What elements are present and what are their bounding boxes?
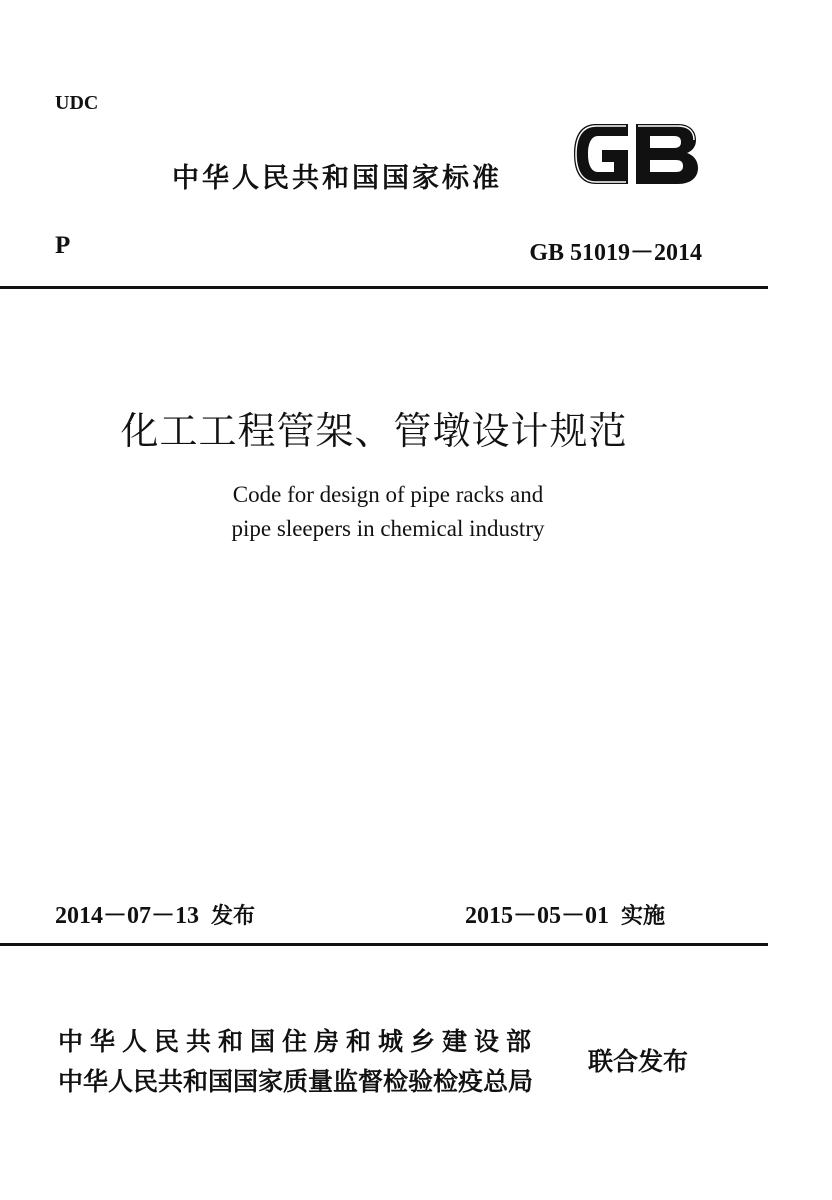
implement-date-block bbox=[465, 895, 665, 930]
title-chinese: 化工工程管架、管墩设计规范 bbox=[120, 409, 628, 453]
implement-label: 实施 bbox=[621, 904, 666, 929]
udc-label: UDC bbox=[55, 92, 99, 114]
title-english-line-1: Code for design of pipe racks and bbox=[232, 482, 544, 507]
publisher-2: 中华人民共和国国家质量监督检验检疫总局 bbox=[58, 1067, 534, 1096]
standard-number: GB 51019－2014 bbox=[529, 240, 702, 266]
implement-date: 2015－05－01 bbox=[465, 903, 609, 929]
issue-date-block bbox=[55, 895, 255, 930]
gb-logo-icon bbox=[568, 116, 702, 192]
category-code: P bbox=[55, 232, 71, 259]
bottom-divider bbox=[0, 943, 768, 946]
title-english-line-2: pipe sleepers in chemical industry bbox=[231, 516, 545, 541]
top-divider bbox=[0, 286, 768, 289]
title-english bbox=[0, 478, 768, 546]
issue-label: 发布 bbox=[211, 904, 256, 929]
publisher-1: 中华人民共和国住房和城乡建设部 bbox=[58, 1027, 539, 1056]
standard-type: 中华人民共和国国家标准 bbox=[172, 163, 502, 194]
joint-publish-label: 联合发布 bbox=[588, 1047, 689, 1076]
issue-date: 2014－07－13 bbox=[55, 903, 199, 929]
